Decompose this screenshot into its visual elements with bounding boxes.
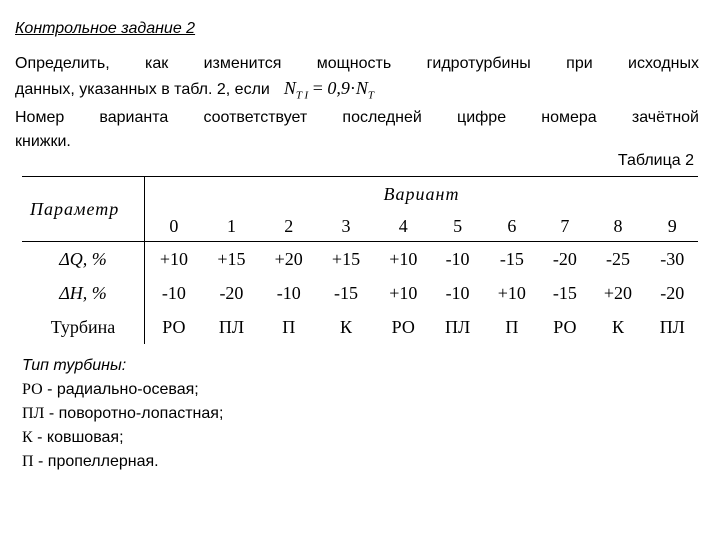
variants-table bbox=[22, 176, 698, 344]
table-cell: П bbox=[282, 316, 296, 337]
assignment-title: Контрольное задание 2 bbox=[15, 20, 196, 37]
table-cell: +10 bbox=[159, 248, 188, 269]
table-cell: +15 bbox=[217, 248, 246, 269]
row-label-dq: ΔQ, % bbox=[22, 242, 145, 277]
table-cell: -10 bbox=[445, 248, 470, 269]
table-cell: ПЛ bbox=[218, 316, 245, 337]
table-cell: -30 bbox=[660, 248, 685, 269]
legend-text: - ковшовая; bbox=[32, 429, 124, 446]
table-row-dq bbox=[22, 242, 698, 277]
table-cell: -25 bbox=[605, 248, 630, 269]
param-header: Параметр bbox=[22, 177, 145, 242]
table-caption: Таблица 2 bbox=[617, 152, 694, 169]
legend-item bbox=[22, 450, 223, 474]
legend-text: - радиально-осевая; bbox=[42, 381, 199, 398]
row-label-turbine: Турбина bbox=[22, 310, 145, 344]
table-cell: -15 bbox=[552, 282, 577, 303]
table-cell: -15 bbox=[499, 248, 524, 269]
legend-heading: Тип турбины: bbox=[22, 357, 127, 374]
variant-number: 5 bbox=[432, 211, 483, 242]
table-cell: +15 bbox=[331, 248, 361, 269]
legend-abbr: РО bbox=[22, 381, 43, 398]
turbine-type-legend bbox=[22, 354, 223, 474]
table-cell: -20 bbox=[219, 282, 244, 303]
variant-number: 4 bbox=[375, 211, 432, 242]
legend-text: - поворотно-лопастная; bbox=[44, 405, 224, 422]
variant-header: Вариант bbox=[145, 177, 699, 212]
table-cell: К bbox=[339, 316, 352, 337]
legend-item bbox=[22, 426, 223, 450]
variant-number: 8 bbox=[589, 211, 646, 242]
table-cell: П bbox=[505, 316, 519, 337]
table-cell: К bbox=[611, 316, 624, 337]
table-cell: РО bbox=[553, 316, 577, 337]
table-cell: -10 bbox=[161, 282, 186, 303]
table-cell: +10 bbox=[389, 248, 418, 269]
table-cell: -10 bbox=[445, 282, 470, 303]
table-cell: РО bbox=[391, 316, 415, 337]
table-cell: ПЛ bbox=[444, 316, 471, 337]
table-cell: +10 bbox=[389, 282, 418, 303]
legend-abbr: К bbox=[22, 429, 33, 446]
table-cell: -20 bbox=[660, 282, 685, 303]
table-cell: +20 bbox=[274, 248, 303, 269]
variant-number: 1 bbox=[203, 211, 260, 242]
table-cell: -10 bbox=[276, 282, 301, 303]
variant-number: 7 bbox=[541, 211, 590, 242]
legend-text: - пропеллерная. bbox=[33, 453, 159, 470]
legend-abbr: ПЛ bbox=[22, 405, 45, 422]
variant-number: 0 bbox=[145, 211, 203, 242]
variant-number: 6 bbox=[483, 211, 540, 242]
legend-item bbox=[22, 402, 223, 426]
task-line-2: данных, указанных в табл. 2, если bbox=[15, 81, 270, 98]
table-cell: РО bbox=[162, 316, 186, 337]
table-cell: -20 bbox=[552, 248, 577, 269]
variant-number: 9 bbox=[647, 211, 698, 242]
power-formula: $N_{T I} = 0,9\cdot N_T$ bbox=[283, 78, 374, 102]
variant-number: 2 bbox=[260, 211, 317, 242]
task-line-1: Определить, как изменится мощность гидротурбины при исходных bbox=[15, 55, 699, 72]
table-cell: ПЛ bbox=[659, 316, 685, 337]
table-cell: +20 bbox=[603, 282, 633, 303]
table-row-dh bbox=[22, 276, 698, 310]
variant-number: 3 bbox=[317, 211, 374, 242]
row-label-dh: ΔH, % bbox=[22, 276, 145, 310]
legend-abbr: П bbox=[22, 453, 34, 470]
table-cell: +10 bbox=[497, 282, 526, 303]
legend-item bbox=[22, 378, 223, 402]
task-statement bbox=[15, 52, 699, 108]
table-cell: -15 bbox=[334, 282, 358, 303]
variant-note bbox=[15, 106, 699, 154]
table-row-turbine bbox=[22, 310, 698, 344]
note-line-2: книжки. bbox=[15, 133, 71, 150]
note-line-1: Номер варианта соответствует последней цифре номера зачётной bbox=[15, 109, 699, 126]
